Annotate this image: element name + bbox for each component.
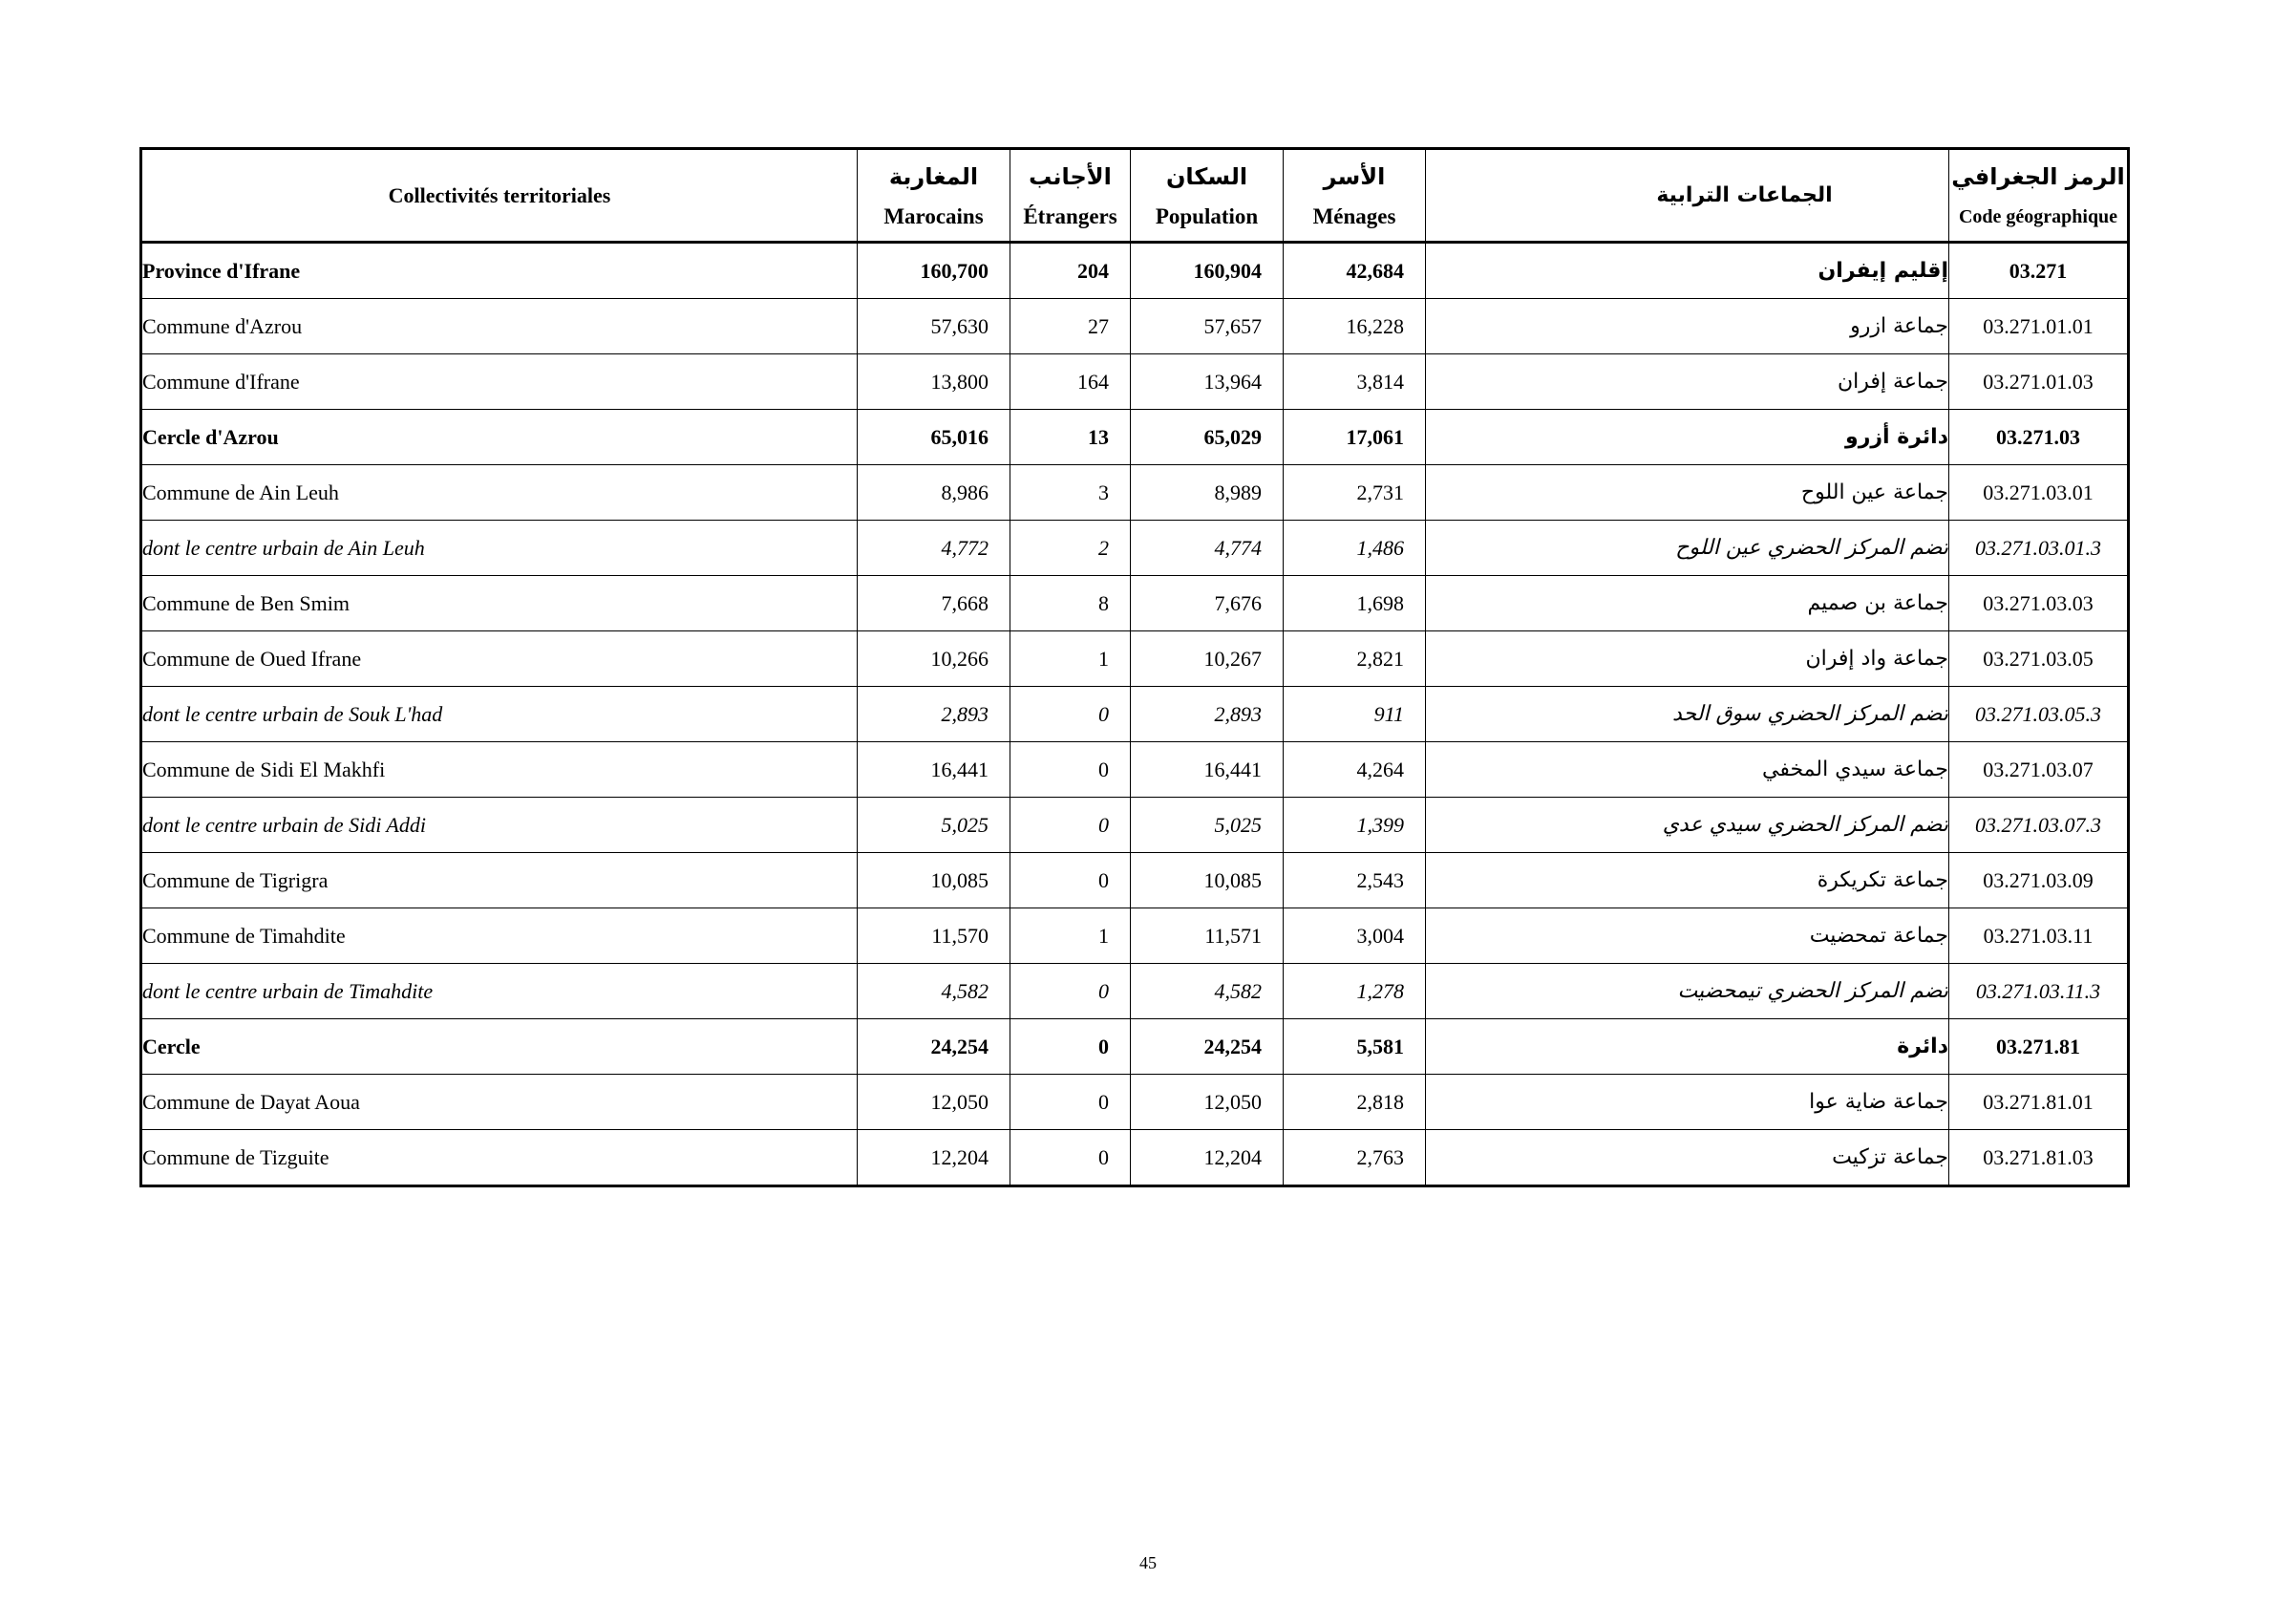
- row-code: 03.271.03.03: [1949, 576, 2129, 631]
- row-code: 03.271.03: [1949, 410, 2129, 465]
- row-name-ar: تضم المركز الحضري سوق الحد: [1426, 687, 1949, 742]
- row-population: 10,085: [1131, 853, 1284, 908]
- row-name-fr: dont le centre urbain de Timahdite: [141, 964, 858, 1019]
- row-name-fr: Cercle: [141, 1019, 858, 1075]
- row-menages: 2,821: [1284, 631, 1426, 687]
- header-collectivites-fr: Collectivités territoriales: [141, 149, 858, 243]
- row-marocains: 2,893: [858, 687, 1010, 742]
- row-menages: 2,763: [1284, 1130, 1426, 1186]
- row-marocains: 57,630: [858, 299, 1010, 354]
- row-code: 03.271.03.05: [1949, 631, 2129, 687]
- table-row: [141, 964, 2129, 1019]
- row-etrangers: 204: [1010, 243, 1131, 299]
- row-name-fr: Commune de Sidi El Makhfi: [141, 742, 858, 798]
- row-name-fr: Commune de Tizguite: [141, 1130, 858, 1186]
- row-name-fr: Province d'Ifrane: [141, 243, 858, 299]
- row-etrangers: 27: [1010, 299, 1131, 354]
- row-name-fr: dont le centre urbain de Sidi Addi: [141, 798, 858, 853]
- table-row: [141, 798, 2129, 853]
- row-population: 12,204: [1131, 1130, 1284, 1186]
- row-population: 11,571: [1131, 908, 1284, 964]
- row-population: 4,582: [1131, 964, 1284, 1019]
- row-name-ar: جماعة واد إفران: [1426, 631, 1949, 687]
- row-name-fr: Commune de Ain Leuh: [141, 465, 858, 521]
- row-marocains: 65,016: [858, 410, 1010, 465]
- row-code: 03.271.01.03: [1949, 354, 2129, 410]
- header-row: [141, 149, 2129, 243]
- row-etrangers: 13: [1010, 410, 1131, 465]
- row-etrangers: 0: [1010, 1019, 1131, 1075]
- header-menages: [1284, 149, 1426, 243]
- header-marocains-ar: المغاربة: [888, 162, 979, 190]
- row-population: 13,964: [1131, 354, 1284, 410]
- row-population: 2,893: [1131, 687, 1284, 742]
- header-etrangers-ar: الأجانب: [1029, 162, 1112, 190]
- row-name-ar: تضم المركز الحضري سيدي عدي: [1426, 798, 1949, 853]
- row-name-ar: جماعة تزكيت: [1426, 1130, 1949, 1186]
- row-population: 10,267: [1131, 631, 1284, 687]
- table-row: [141, 521, 2129, 576]
- row-etrangers: 164: [1010, 354, 1131, 410]
- table-row: [141, 1075, 2129, 1130]
- row-population: 12,050: [1131, 1075, 1284, 1130]
- row-menages: 17,061: [1284, 410, 1426, 465]
- header-population: [1131, 149, 1284, 243]
- row-population: 57,657: [1131, 299, 1284, 354]
- row-name-ar: جماعة سيدي المخفي: [1426, 742, 1949, 798]
- row-code: 03.271.03.07: [1949, 742, 2129, 798]
- page-number: 45: [1139, 1553, 1157, 1572]
- row-etrangers: 1: [1010, 908, 1131, 964]
- row-marocains: 10,266: [858, 631, 1010, 687]
- header-menages-ar: الأسر: [1323, 162, 1386, 190]
- row-name-ar: تضم المركز الحضري عين اللوح: [1426, 521, 1949, 576]
- row-etrangers: 0: [1010, 964, 1131, 1019]
- row-code: 03.271.81.01: [1949, 1075, 2129, 1130]
- row-name-fr: dont le centre urbain de Souk L'had: [141, 687, 858, 742]
- row-marocains: 8,986: [858, 465, 1010, 521]
- table-row: [141, 465, 2129, 521]
- row-code: 03.271.81.03: [1949, 1130, 2129, 1186]
- row-menages: 1,399: [1284, 798, 1426, 853]
- row-name-fr: dont le centre urbain de Ain Leuh: [141, 521, 858, 576]
- row-population: 7,676: [1131, 576, 1284, 631]
- row-etrangers: 2: [1010, 521, 1131, 576]
- row-etrangers: 0: [1010, 1130, 1131, 1186]
- row-etrangers: 8: [1010, 576, 1131, 631]
- row-menages: 16,228: [1284, 299, 1426, 354]
- table-body: [141, 243, 2129, 1186]
- row-name-fr: Commune de Dayat Aoua: [141, 1075, 858, 1130]
- row-marocains: 10,085: [858, 853, 1010, 908]
- row-name-ar: جماعة ضاية عوا: [1426, 1075, 1949, 1130]
- table-row: [141, 1130, 2129, 1186]
- row-name-ar: جماعة تمحضيت: [1426, 908, 1949, 964]
- header-etrangers-fr: Étrangers: [1023, 203, 1117, 228]
- row-code: 03.271.03.11.3: [1949, 964, 2129, 1019]
- row-name-fr: Commune de Oued Ifrane: [141, 631, 858, 687]
- row-name-ar: جماعة ازرو: [1426, 299, 1949, 354]
- row-name-fr: Commune d'Ifrane: [141, 354, 858, 410]
- row-population: 16,441: [1131, 742, 1284, 798]
- row-code: 03.271.03.01: [1949, 465, 2129, 521]
- row-etrangers: 0: [1010, 1075, 1131, 1130]
- row-name-ar: إقليم إيفران: [1426, 243, 1949, 299]
- row-menages: 5,581: [1284, 1019, 1426, 1075]
- row-menages: 2,818: [1284, 1075, 1426, 1130]
- table-row: [141, 576, 2129, 631]
- row-name-ar: جماعة بن صميم: [1426, 576, 1949, 631]
- table-row: [141, 299, 2129, 354]
- row-name-fr: Commune de Tigrigra: [141, 853, 858, 908]
- row-name-ar: جماعة تكريكرة: [1426, 853, 1949, 908]
- row-menages: 3,814: [1284, 354, 1426, 410]
- table-row: [141, 631, 2129, 687]
- row-name-ar: تضم المركز الحضري تيمحضيت: [1426, 964, 1949, 1019]
- row-marocains: 11,570: [858, 908, 1010, 964]
- row-menages: 2,731: [1284, 465, 1426, 521]
- row-menages: 2,543: [1284, 853, 1426, 908]
- census-table: [139, 147, 2130, 1187]
- row-name-fr: Commune de Timahdite: [141, 908, 858, 964]
- row-menages: 1,698: [1284, 576, 1426, 631]
- row-name-fr: Commune d'Azrou: [141, 299, 858, 354]
- header-etrangers: [1010, 149, 1131, 243]
- table-row: [141, 853, 2129, 908]
- row-menages: 42,684: [1284, 243, 1426, 299]
- header-marocains: [858, 149, 1010, 243]
- row-population: 160,904: [1131, 243, 1284, 299]
- row-marocains: 12,204: [858, 1130, 1010, 1186]
- row-etrangers: 0: [1010, 798, 1131, 853]
- row-etrangers: 0: [1010, 687, 1131, 742]
- row-code: 03.271.81: [1949, 1019, 2129, 1075]
- header-population-fr: Population: [1155, 203, 1259, 228]
- table-row: [141, 354, 2129, 410]
- row-marocains: 12,050: [858, 1075, 1010, 1130]
- table-row: [141, 1019, 2129, 1075]
- row-code: 03.271.03.09: [1949, 853, 2129, 908]
- row-etrangers: 0: [1010, 853, 1131, 908]
- header-population-ar: السكان: [1165, 162, 1248, 190]
- table-row: [141, 908, 2129, 964]
- row-population: 8,989: [1131, 465, 1284, 521]
- row-code: 03.271: [1949, 243, 2129, 299]
- row-population: 24,254: [1131, 1019, 1284, 1075]
- row-marocains: 24,254: [858, 1019, 1010, 1075]
- row-marocains: 13,800: [858, 354, 1010, 410]
- row-marocains: 4,582: [858, 964, 1010, 1019]
- row-etrangers: 3: [1010, 465, 1131, 521]
- header-collectivites-ar: الجماعات الترابية: [1426, 149, 1949, 243]
- row-marocains: 5,025: [858, 798, 1010, 853]
- row-etrangers: 0: [1010, 742, 1131, 798]
- row-etrangers: 1: [1010, 631, 1131, 687]
- header-menages-fr: Ménages: [1312, 203, 1396, 228]
- row-population: 5,025: [1131, 798, 1284, 853]
- header-marocains-fr: Marocains: [883, 203, 984, 228]
- row-name-ar: جماعة إفران: [1426, 354, 1949, 410]
- table-row: [141, 687, 2129, 742]
- table-row: [141, 243, 2129, 299]
- row-name-fr: Commune de Ben Smim: [141, 576, 858, 631]
- header-code: [1949, 149, 2129, 243]
- row-code: 03.271.03.07.3: [1949, 798, 2129, 853]
- row-population: 4,774: [1131, 521, 1284, 576]
- row-menages: 3,004: [1284, 908, 1426, 964]
- row-name-fr: Cercle d'Azrou: [141, 410, 858, 465]
- row-name-ar: دائرة أزرو: [1426, 410, 1949, 465]
- header-code-ar: الرمز الجغرافي: [1951, 162, 2125, 190]
- header-code-fr: Code géographique: [1958, 205, 2118, 227]
- row-menages: 4,264: [1284, 742, 1426, 798]
- row-menages: 1,486: [1284, 521, 1426, 576]
- row-name-ar: جماعة عين اللوح: [1426, 465, 1949, 521]
- row-marocains: 4,772: [858, 521, 1010, 576]
- table-row: [141, 410, 2129, 465]
- row-code: 03.271.03.01.3: [1949, 521, 2129, 576]
- row-code: 03.271.01.01: [1949, 299, 2129, 354]
- row-code: 03.271.03.11: [1949, 908, 2129, 964]
- row-population: 65,029: [1131, 410, 1284, 465]
- row-marocains: 160,700: [858, 243, 1010, 299]
- row-code: 03.271.03.05.3: [1949, 687, 2129, 742]
- table-row: [141, 742, 2129, 798]
- row-name-ar: دائرة: [1426, 1019, 1949, 1075]
- row-marocains: 7,668: [858, 576, 1010, 631]
- row-menages: 1,278: [1284, 964, 1426, 1019]
- row-marocains: 16,441: [858, 742, 1010, 798]
- row-menages: 911: [1284, 687, 1426, 742]
